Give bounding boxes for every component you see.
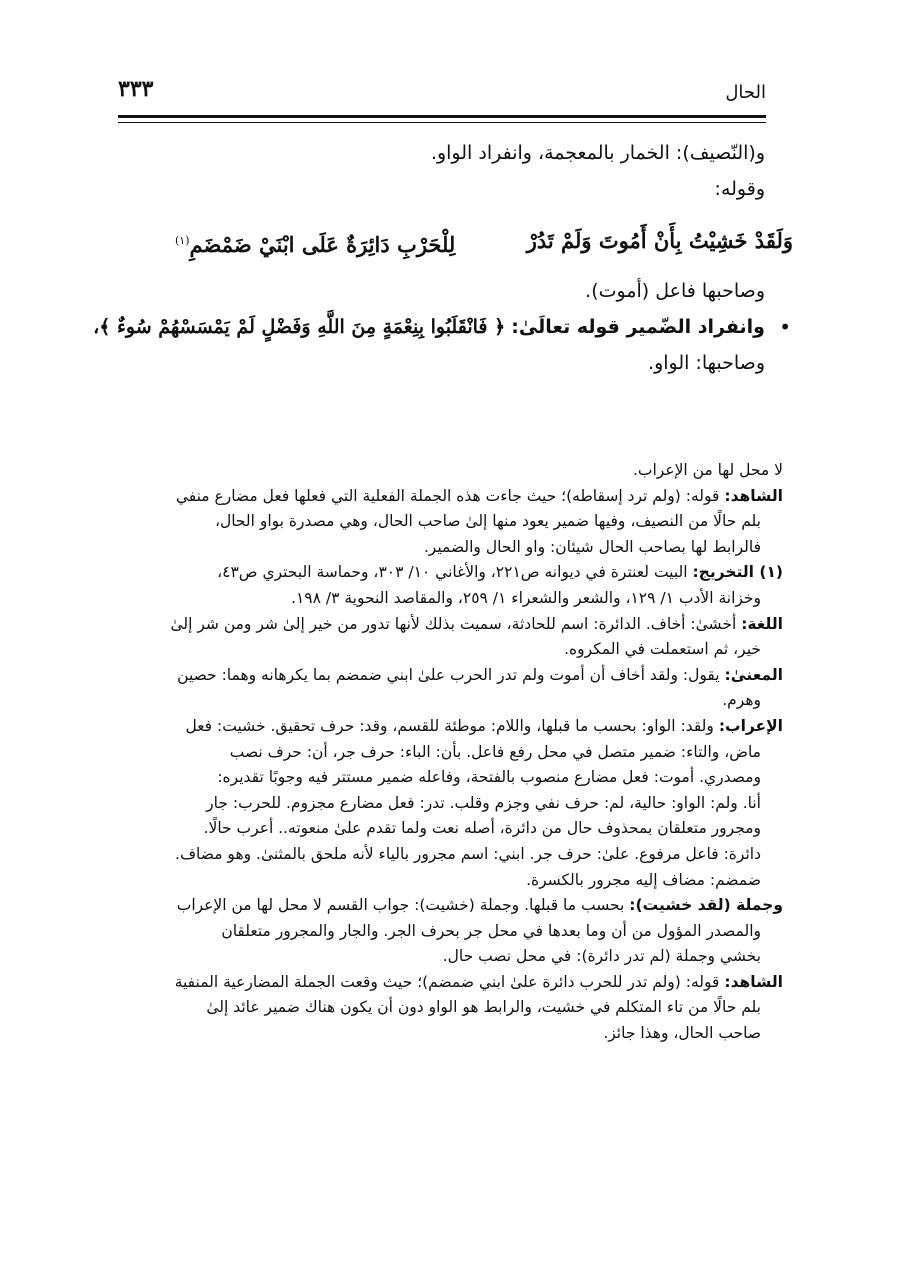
note-text: ولقد: الواو: بحسب ما قبلها، واللام: موطئة للقسم، وقد: حرف تحقيق. خشيت: فعل bbox=[185, 716, 714, 735]
note-lead: (١) التخريج: bbox=[692, 563, 783, 582]
note-text: وخزانة الأدب ١/ ١٢٩، والشعر والشعراء ١/ ٢٥٩، والمقاصد النحوية ٣/ ١٩٨. bbox=[291, 588, 761, 607]
note-line bbox=[103, 458, 783, 484]
note-paragraph bbox=[103, 663, 783, 714]
note-text: ومجرور متعلقان بمحذوف حال من دائرة، أصله نعت ولما تقدم علىٰ منعوته.. أعرب حالًا. bbox=[203, 819, 761, 838]
note-text: فالرابط لها بصاحب الحال شيئان: واو الحال والضمير. bbox=[423, 537, 761, 556]
note-text: لا محل لها من الإعراب. bbox=[632, 461, 783, 479]
note-line bbox=[103, 612, 783, 638]
main-line: وصاحبها فاعل (أموت). bbox=[585, 280, 765, 302]
note-text: صاحب الحال، وهذا جائز. bbox=[603, 1024, 761, 1043]
note-paragraph bbox=[103, 970, 783, 1047]
note-text: أخشىٰ: أخاف. الدائرة: اسم للحادثة، سميت بذلك لأنها تدور من خير إلىٰ شر ومن شر إلىٰ bbox=[170, 614, 737, 633]
bullet-item bbox=[93, 309, 791, 381]
note-line bbox=[103, 560, 783, 586]
note-text: أنا. ولم: الواو: حالية، لم: حرف نفي وجزم وقلب. تدر: فعل مضارع مجزوم. للحرب: جار bbox=[206, 793, 761, 812]
note-line bbox=[103, 535, 783, 561]
note-text: وهرم. bbox=[722, 691, 761, 710]
note-text: ومصدري. أموت: فعل مضارع منصوب بالفتحة، وفاعله ضمير مستتر فيه وجوبًا تقديره: bbox=[217, 768, 761, 787]
note-line bbox=[103, 688, 783, 714]
main-line: و(النّصيف): الخمار بالمعجمة، وانفراد الواو. bbox=[430, 142, 765, 164]
main-text bbox=[93, 135, 793, 381]
note-text: ماض، والتاء: ضمير متصل في محل رفع فاعل. بأن: الباء: حرف جر، أن: حرف نصب bbox=[229, 742, 761, 761]
running-header bbox=[118, 76, 766, 108]
note-line bbox=[103, 637, 783, 663]
bullet-dot-icon: • bbox=[779, 315, 791, 339]
verse-text: وَلَقَدْ خَشِيْتُ بِأَنْ أَمُوتَ وَلَمْ تَدُرْ bbox=[526, 228, 793, 253]
poetry-verse bbox=[175, 213, 793, 273]
header-rule-thin bbox=[118, 122, 766, 123]
note-line bbox=[103, 944, 783, 970]
note-line bbox=[103, 816, 783, 842]
note-line bbox=[103, 484, 783, 510]
note-text: قوله: (ولم ترد إسقاطه)؛ حيث جاءت هذه الجملة الفعلية التي فعلها فعل مضارع منفي bbox=[175, 486, 720, 505]
note-line bbox=[103, 509, 783, 535]
verse-text: لِلْحَرْبِ دَائِرَةٌ عَلَى ابْنَيْ ضَمْضَمِ bbox=[189, 232, 456, 257]
note-line bbox=[103, 893, 783, 919]
note-text: قوله: (ولم تدر للحرب دائرة علىٰ ابني ضمضم)؛ حيث وقعت الجملة المضارعية المنفية bbox=[174, 972, 720, 991]
bullet-lead: وانفراد الضّمير قوله تعالَىٰ: bbox=[511, 316, 765, 338]
note-line bbox=[103, 791, 783, 817]
note-text: دائرة: فاعل مرفوع. علىٰ: حرف جر. ابني: اسم مجرور بالياء لأنه ملحق بالمثنىٰ. وهو مضاف. bbox=[175, 844, 761, 863]
note-paragraph bbox=[103, 560, 783, 611]
note-line bbox=[103, 919, 783, 945]
note-line bbox=[103, 970, 783, 996]
verse-hemistich-first bbox=[527, 223, 793, 259]
note-text: خير، ثم استعملت في المكروه. bbox=[564, 640, 761, 659]
note-line bbox=[103, 868, 783, 894]
note-text: بخشي وجملة (لم تدر دائرة): في محل نصب حال. bbox=[442, 947, 761, 966]
note-line bbox=[103, 586, 783, 612]
note-text: بلم حالًا من تاء المتكلم في خشيت، والرابط هو الواو دون أن يكون هناك ضمير عائد إلىٰ bbox=[206, 998, 761, 1017]
note-text: بحسب ما قبلها. وجملة (خشيت): جواب القسم لا محل لها من الإعراب bbox=[176, 896, 625, 915]
note-text: والمصدر المؤول من أن وما بعدها في محل جر بحرف الجر. والجار والمجرور متعلقان bbox=[221, 921, 761, 940]
note-lead: المعنىٰ: bbox=[724, 665, 783, 684]
note-paragraph bbox=[103, 484, 783, 561]
note-paragraph bbox=[103, 714, 783, 893]
note-text: البيت لعنترة في ديوانه ص٢٢١، والأغاني ١٠/ ٣٠٣، وحماسة البحتري ص٤٣، bbox=[217, 563, 688, 582]
note-lead: وجملة (لقد خشيت): bbox=[629, 896, 783, 915]
main-line: وقوله: bbox=[714, 178, 765, 200]
note-lead: الشاهد: bbox=[724, 486, 783, 505]
note-paragraph bbox=[103, 458, 783, 484]
note-line bbox=[103, 995, 783, 1021]
note-paragraph bbox=[103, 612, 783, 663]
bullet-line: وصاحبها: الواو. bbox=[648, 352, 765, 374]
verse-hemistich-second bbox=[175, 223, 455, 263]
note-line bbox=[103, 765, 783, 791]
note-text: بلم حالًا من النصيف، وفيها ضمير يعود منها إلىٰ صاحب الحال، وهي مصدرة بواو الحال، bbox=[214, 512, 761, 531]
note-lead: الإعراب: bbox=[718, 716, 783, 735]
chapter-title: الحال bbox=[725, 82, 766, 103]
note-line bbox=[103, 663, 783, 689]
note-line bbox=[103, 842, 783, 868]
quran-quote: ﴿ فَانْقَلَبُوا بِنِعْمَةٍ مِنَ اللَّهِ وَفَضْلٍ لَمْ يَمْسَسْهُمْ سُوءٌ ﴾، bbox=[93, 316, 506, 338]
note-line bbox=[103, 740, 783, 766]
note-line bbox=[103, 1021, 783, 1047]
header-rule-thick bbox=[118, 115, 766, 118]
page-number: ٣٣٣ bbox=[118, 76, 154, 102]
note-text: يقول: ولقد أخاف أن أموت ولم تدر الحرب علىٰ ابني ضمضم بما يكرهانه وهما: حصين bbox=[177, 665, 720, 684]
note-lead: اللغة: bbox=[741, 614, 783, 633]
bullet-line bbox=[93, 309, 765, 345]
note-text: ضمضم: مضاف إليه مجرور بالكسرة. bbox=[526, 870, 761, 889]
footnote-marker: (١) bbox=[175, 234, 190, 247]
note-paragraph bbox=[103, 893, 783, 970]
note-line bbox=[103, 714, 783, 740]
footnotes bbox=[103, 458, 783, 1047]
note-lead: الشاهد: bbox=[724, 972, 783, 991]
